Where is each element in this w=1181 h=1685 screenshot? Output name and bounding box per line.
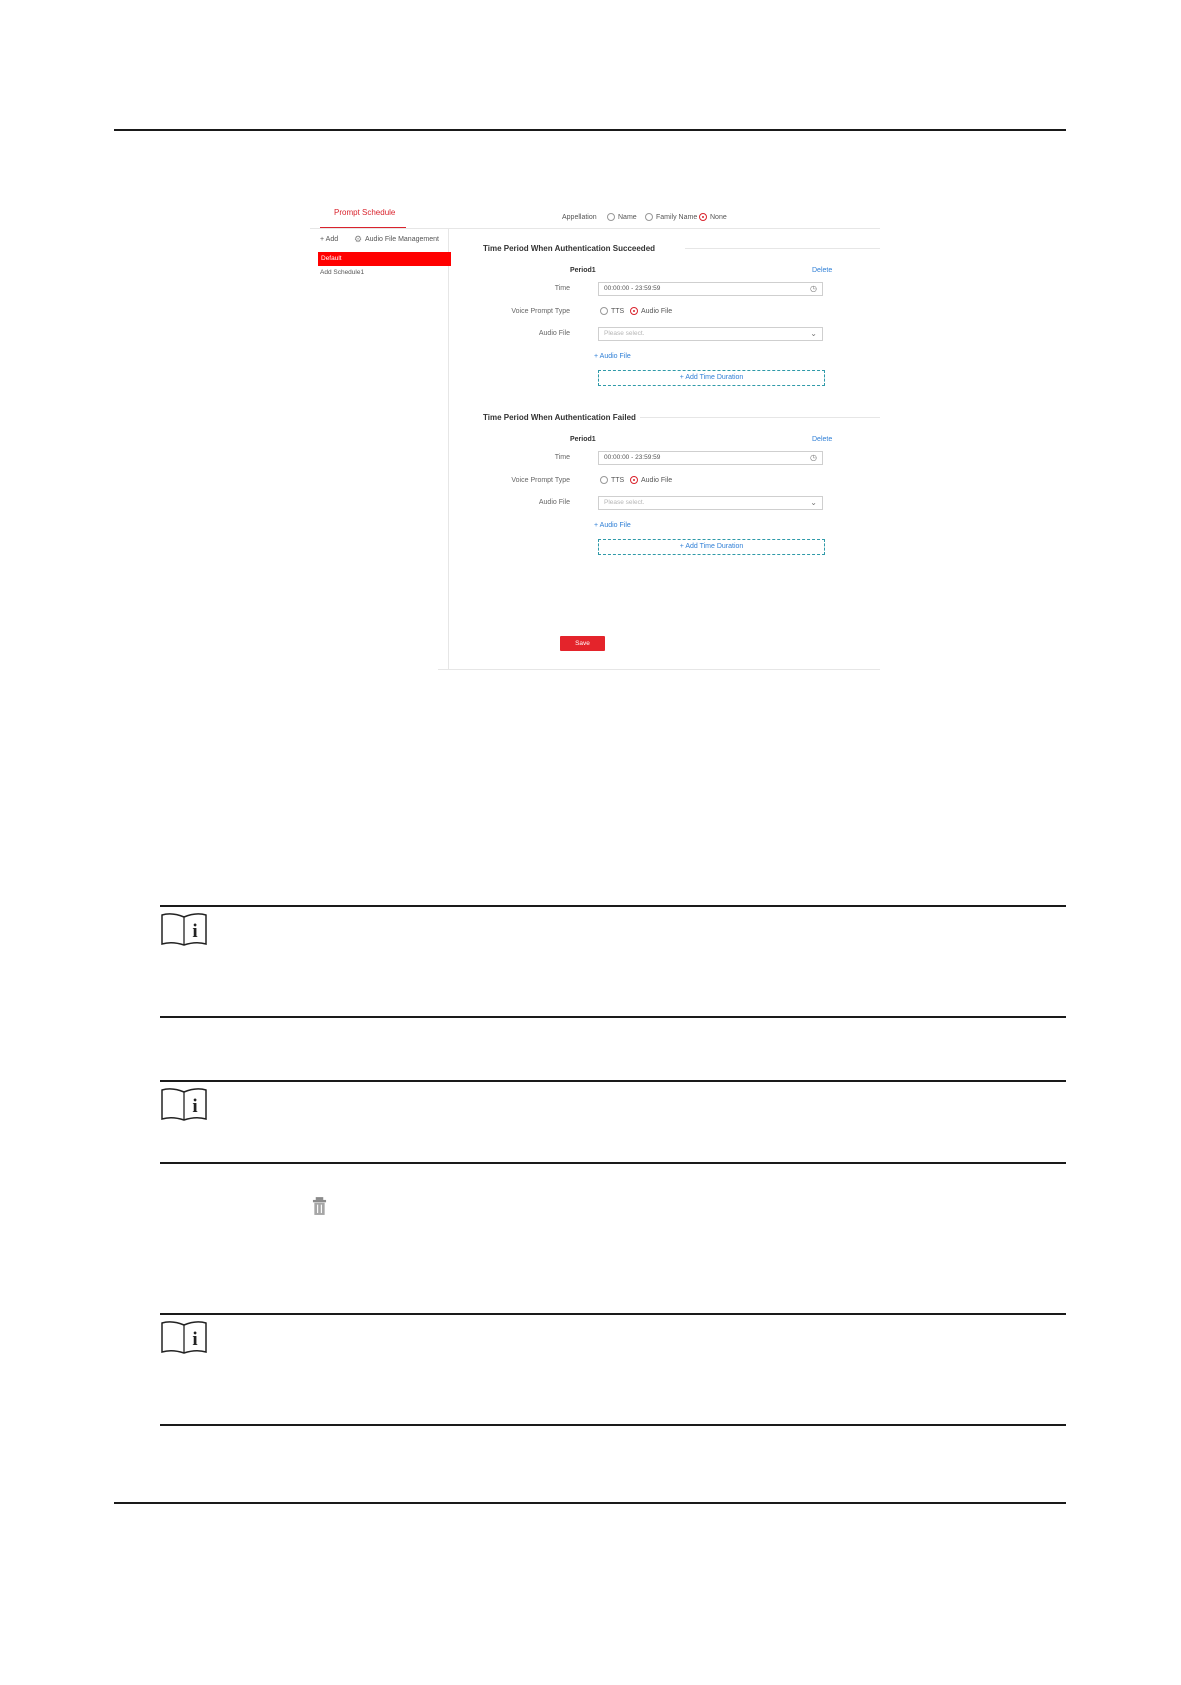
radio-selected-icon (699, 213, 707, 221)
appellation-option-name[interactable]: Name (607, 213, 637, 221)
add-audio-file-link[interactable]: + Audio File (594, 522, 631, 529)
note-icon (160, 912, 208, 946)
period-label: Period1 (570, 267, 596, 274)
add-audio-file-link[interactable]: + Audio File (594, 353, 631, 360)
add-time-duration-button[interactable]: + Add Time Duration (598, 539, 825, 555)
time-range-input[interactable]: 00:00:00 - 23:59:59 ◷ (598, 451, 823, 465)
note-icon (160, 1320, 208, 1354)
schedule-item-default[interactable]: Default (318, 252, 451, 266)
footer-rule (114, 1502, 1066, 1504)
add-button[interactable]: + Add (320, 236, 339, 243)
gear-icon: ⚙ (354, 234, 363, 244)
chevron-down-icon: ⌄ (810, 498, 817, 507)
svg-text:i: i (192, 1096, 198, 1117)
radio-icon (645, 213, 653, 221)
content-bottom-border (438, 669, 880, 670)
svg-text:i: i (192, 921, 198, 942)
schedule-item-add-schedule1[interactable]: Add Schedule1 (320, 269, 365, 276)
voice-option-audio-file[interactable]: Audio File (630, 307, 672, 315)
note-bottom-rule (160, 1162, 1066, 1164)
section-rule (640, 417, 880, 418)
appellation-option-none[interactable]: None (699, 213, 727, 221)
radio-icon (600, 307, 608, 315)
voice-option-tts[interactable]: TTS (600, 476, 624, 484)
appellation-option-family-name[interactable]: Family Name (645, 213, 697, 221)
tab-prompt-schedule[interactable]: Prompt Schedule (334, 208, 396, 217)
chevron-down-icon: ⌄ (810, 329, 817, 338)
appellation-label: Appellation (562, 214, 597, 221)
radio-selected-icon (630, 476, 638, 484)
audio-file-label: Audio File (538, 499, 570, 506)
voice-prompt-type-label: Voice Prompt Type (511, 308, 570, 315)
svg-text:i: i (192, 1329, 198, 1350)
audio-file-select[interactable]: Please select. ⌄ (598, 496, 823, 510)
note-icon (160, 1087, 208, 1121)
voice-option-audio-file[interactable]: Audio File (630, 476, 672, 484)
delete-period-link[interactable]: Delete (812, 436, 833, 443)
note-top-rule (160, 1313, 1066, 1315)
audio-file-management-button[interactable]: Audio File Management (365, 236, 439, 243)
tab-divider (310, 228, 880, 229)
radio-icon (600, 476, 608, 484)
delete-period-link[interactable]: Delete (812, 267, 833, 274)
audio-file-select[interactable]: Please select. ⌄ (598, 327, 823, 341)
note-bottom-rule (160, 1016, 1066, 1018)
section-title-failed: Time Period When Authentication Failed (483, 413, 636, 422)
delete-icon (312, 1197, 327, 1216)
section-title-succeeded: Time Period When Authentication Succeeded (483, 244, 656, 253)
note-top-rule (160, 1080, 1066, 1082)
time-range-input[interactable]: 00:00:00 - 23:59:59 ◷ (598, 282, 823, 296)
voice-option-tts[interactable]: TTS (600, 307, 624, 315)
header-rule (114, 129, 1066, 131)
clock-icon: ◷ (810, 284, 817, 293)
add-time-duration-button[interactable]: + Add Time Duration (598, 370, 825, 386)
sidebar-divider (448, 228, 449, 670)
time-label: Time (554, 454, 570, 461)
clock-icon: ◷ (810, 453, 817, 462)
radio-selected-icon (630, 307, 638, 315)
prompt-schedule-screenshot (310, 200, 880, 700)
voice-prompt-type-label: Voice Prompt Type (511, 477, 570, 484)
radio-icon (607, 213, 615, 221)
save-button[interactable]: Save (560, 636, 605, 651)
section-rule (685, 248, 880, 249)
audio-file-label: Audio File (538, 330, 570, 337)
time-label: Time (554, 285, 570, 292)
note-top-rule (160, 905, 1066, 907)
note-bottom-rule (160, 1424, 1066, 1426)
period-label: Period1 (570, 436, 596, 443)
